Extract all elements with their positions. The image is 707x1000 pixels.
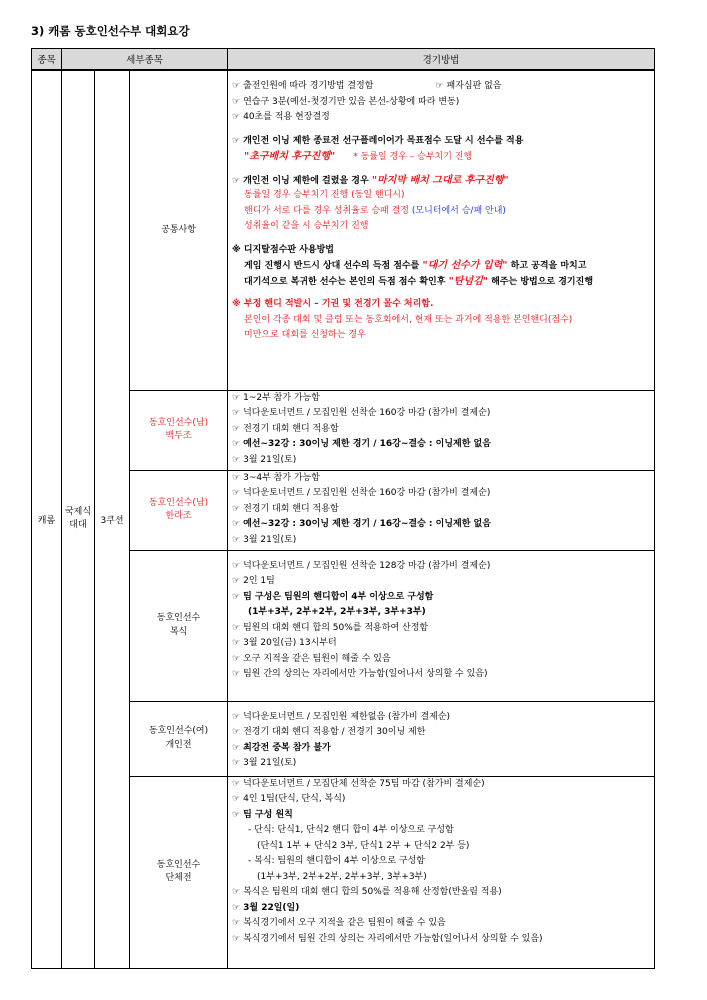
list-item: ☞ 전경기 대회 핸디 적용함 — [228, 502, 654, 518]
list-item: ☞ 넉다운토너먼트 / 모집인원 선착순 160강 마감 (참가비 결제순) — [228, 406, 654, 422]
pointing-hand-icon: ☞ — [232, 488, 241, 498]
pointing-hand-icon: ☞ — [232, 112, 241, 122]
list-item: ☞ 3월 21일(토) — [228, 756, 654, 772]
pointing-hand-icon: ☞ — [232, 439, 241, 449]
list-item: 핸디가 서로 다를 경우 성취율로 승패 결정 (모니터에서 승/패 안내) — [244, 205, 506, 216]
row-common — [32, 70, 655, 390]
pointing-hand-icon: ☞ — [232, 653, 241, 664]
list-item: (단식1 1부 + 단식2 3부, 단식1 2부 + 단식2 2부 등) — [257, 840, 470, 851]
sub-type-cell: 국제식 대대 — [62, 70, 95, 968]
pointing-hand-icon: ☞ — [232, 591, 241, 602]
list-item: ☞ 넉다운토너먼트 / 모집인원 제한없음 (참가비 결제순) — [228, 710, 654, 726]
list-item: 성취율이 같을 시 승부치기 진행 — [244, 221, 369, 231]
list-item: ☞ 복식경기에서 오구 지적을 같은 팀원이 해줄 수 있음 — [228, 916, 654, 932]
pointing-hand-icon: ☞ — [232, 758, 241, 768]
list-item: ☞ 전경기 대회 핸디 적용함 — [228, 422, 654, 438]
pointing-hand-icon: ☞ — [232, 175, 241, 186]
pointing-hand-icon: ☞ — [232, 519, 241, 529]
method-baekdu — [228, 390, 655, 470]
list-item: "초구배치 후구진행" * 동률일 경우 – 승부치기 진행 — [244, 151, 473, 162]
pointing-hand-icon: ☞ — [232, 711, 241, 722]
list-item: ☞ 오구 지적을 같은 팀원이 해줄 수 있음 — [228, 652, 654, 668]
list-item: ☞ 복식경기에서 팀원 간의 상의는 자리에서만 가능함(일어나서 상의할 수 있음) — [228, 932, 654, 948]
pointing-hand-icon: ☞ — [435, 81, 444, 91]
category-baekdu: 동호인선수(남) 백두조 — [130, 390, 228, 470]
pointing-hand-icon: ☞ — [232, 560, 241, 571]
pointing-hand-icon: ☞ — [232, 778, 241, 789]
pointing-hand-icon: ☞ — [232, 638, 241, 648]
list-item: ☞ 1~2부 참가 가능함 — [228, 391, 654, 407]
pointing-hand-icon: ☞ — [232, 576, 241, 586]
pointing-hand-icon: ☞ — [232, 669, 241, 679]
pointing-hand-icon: ☞ — [232, 918, 241, 928]
list-item: (1부+3부, 2부+2부, 2부+3부, 3부+3부) — [257, 871, 427, 882]
header-method: 경기방법 — [228, 49, 655, 71]
method-halla — [228, 470, 655, 550]
pointing-hand-icon: ☞ — [232, 503, 241, 514]
category-doubles: 동호인선수 복식 — [130, 550, 228, 701]
list-item: 미만으로 대회를 신청하는 경우 — [244, 330, 366, 340]
list-item: ☞ 팀 구성 원칙 — [228, 808, 654, 824]
list-item: ☞ 복식은 팀원의 대회 핸디 합의 50%를 적용해 산정함(반올림 적용) — [228, 885, 654, 901]
tournament-table — [31, 48, 655, 969]
pointing-hand-icon: ☞ — [232, 794, 241, 804]
list-item: ☞ 개인전 이닝 제한 종료전 선구플레이어가 목표점수 도달 시 선수를 적용 — [228, 134, 654, 150]
list-item: ☞ 출전인원에 따라 경기방법 결정함 ☞ 패자심판 없음 — [228, 79, 654, 95]
method-doubles — [228, 550, 655, 701]
category-women: 동호인선수(여) 개인전 — [130, 701, 228, 776]
list-item: ☞ 개인전 이닝 제한에 걸렸을 경우 "마지막 배치 그대로 후구진행" — [228, 173, 654, 189]
method-common — [228, 70, 655, 390]
list-item: ☞ 넉다운토너먼트 / 모집단체 선착순 75팀 마감 (참가비 결제순) — [228, 777, 654, 793]
list-item: ☞ 팀원의 대회 핸디 합의 50%를 적용하여 산정함 — [228, 621, 654, 637]
table-header-row — [32, 49, 655, 71]
list-item: ☞ 3월 22일(일) — [228, 901, 654, 917]
list-item: ☞ 팀 구성은 팀원의 핸디합이 4부 이상으로 구성함 — [228, 590, 654, 606]
list-item: 본인이 각종 대회 및 클럽 또는 동호회에서, 현재 또는 과거에 적용한 본인핸디(점수) — [244, 314, 573, 325]
list-item: - 단식: 단식1, 단식2 핸디 합이 4부 이상으로 구성함 — [248, 825, 454, 835]
pointing-hand-icon: ☞ — [232, 809, 241, 820]
list-item: ※ 디지탈점수판 사용방법 — [232, 244, 334, 255]
category-halla: 동호인선수(남) 한라조 — [130, 470, 228, 550]
list-item: 게임 진행시 반드시 상대 선수의 득점 점수를 "대기 선수가 입력" 하고 공격을 마치고 — [244, 260, 587, 271]
list-item: ☞ 연습구 3분(예선-첫경기만 있음 본선-상황에 따라 변동) — [228, 95, 654, 111]
pointing-hand-icon: ☞ — [232, 81, 241, 91]
pointing-hand-icon: ☞ — [232, 408, 241, 418]
list-item: (1부+3부, 2부+2부, 2부+3부, 3부+3부) — [248, 607, 426, 617]
pointing-hand-icon: ☞ — [232, 742, 241, 753]
list-item: ☞ 예선~32강 : 30이닝 제한 경기 / 16강~결승 : 이닝제한 없음 — [228, 437, 654, 453]
list-item: ☞ 40초를 적용 현장결정 — [228, 110, 654, 126]
list-item: ※ 부정 핸디 적발시 – 기권 및 전경기 몰수 처리함. — [232, 299, 434, 309]
category-common: 공통사항 — [130, 70, 228, 390]
pointing-hand-icon: ☞ — [232, 472, 241, 483]
list-item: ☞ 3~4부 참가 가능함 — [228, 471, 654, 487]
pointing-hand-icon: ☞ — [232, 933, 241, 944]
pointing-hand-icon: ☞ — [232, 392, 241, 403]
list-item: ☞ 최강전 중복 참가 불가 — [228, 741, 654, 757]
pointing-hand-icon: ☞ — [232, 887, 241, 897]
category-team: 동호인선수 단체전 — [130, 776, 228, 968]
pointing-hand-icon: ☞ — [232, 96, 241, 107]
list-item: ☞ 전경기 대회 핸디 적용함 / 전경기 30이닝 제한 — [228, 725, 654, 741]
list-item: ☞ 넉다운토너먼트 / 모집인원 선착순 160강 마감 (참가비 결제순) — [228, 486, 654, 502]
list-item: ☞ 3월 21일(토) — [228, 533, 654, 549]
pointing-hand-icon: ☞ — [232, 135, 241, 146]
list-item: ☞ 4인 1팀(단식, 단식, 복식) — [228, 792, 654, 808]
list-item: - 복식: 팀원의 핸디합이 4부 이상으로 구성함 — [248, 856, 426, 866]
list-item: ☞ 넉다운토너먼트 / 모집인원 선착순 128강 마감 (참가비 결제순) — [228, 559, 654, 575]
pointing-hand-icon: ☞ — [232, 902, 241, 913]
pointing-hand-icon: ☞ — [232, 454, 241, 465]
method-women — [228, 701, 655, 776]
sub-type-3cushion-cell: 3쿠션 — [95, 70, 130, 968]
section-heading: 3) 캐롬 동호인선수부 대회요강 — [31, 24, 190, 38]
method-team — [228, 776, 655, 968]
list-item: 동률일 경우 승부치기 진행 (동일 핸디시) — [244, 190, 405, 200]
list-item: ☞ 3월 21일(토) — [228, 453, 654, 469]
list-item: ☞ 3월 20일(금) 13시부터 — [228, 636, 654, 652]
event-cell: 캐롬 — [32, 70, 62, 968]
list-item: ☞ 예선~32강 : 30이닝 제한 경기 / 16강~결승 : 이닝제한 없음 — [228, 517, 654, 533]
pointing-hand-icon: ☞ — [232, 423, 241, 434]
pointing-hand-icon: ☞ — [232, 727, 241, 737]
header-detail: 세부종목 — [62, 49, 228, 71]
list-item: 대기석으로 복귀한 선수는 본인의 득점 점수 확인후 "탄넘김" 해주는 방법으로 경기진행 — [244, 275, 594, 287]
pointing-hand-icon: ☞ — [232, 622, 241, 633]
header-event: 종목 — [32, 49, 62, 71]
list-item: ☞ 팀원 간의 상의는 자리에서만 가능함(일어나서 상의할 수 있음) — [228, 667, 654, 683]
pointing-hand-icon: ☞ — [232, 534, 241, 545]
list-item: ☞ 2인 1팀 — [228, 574, 654, 590]
